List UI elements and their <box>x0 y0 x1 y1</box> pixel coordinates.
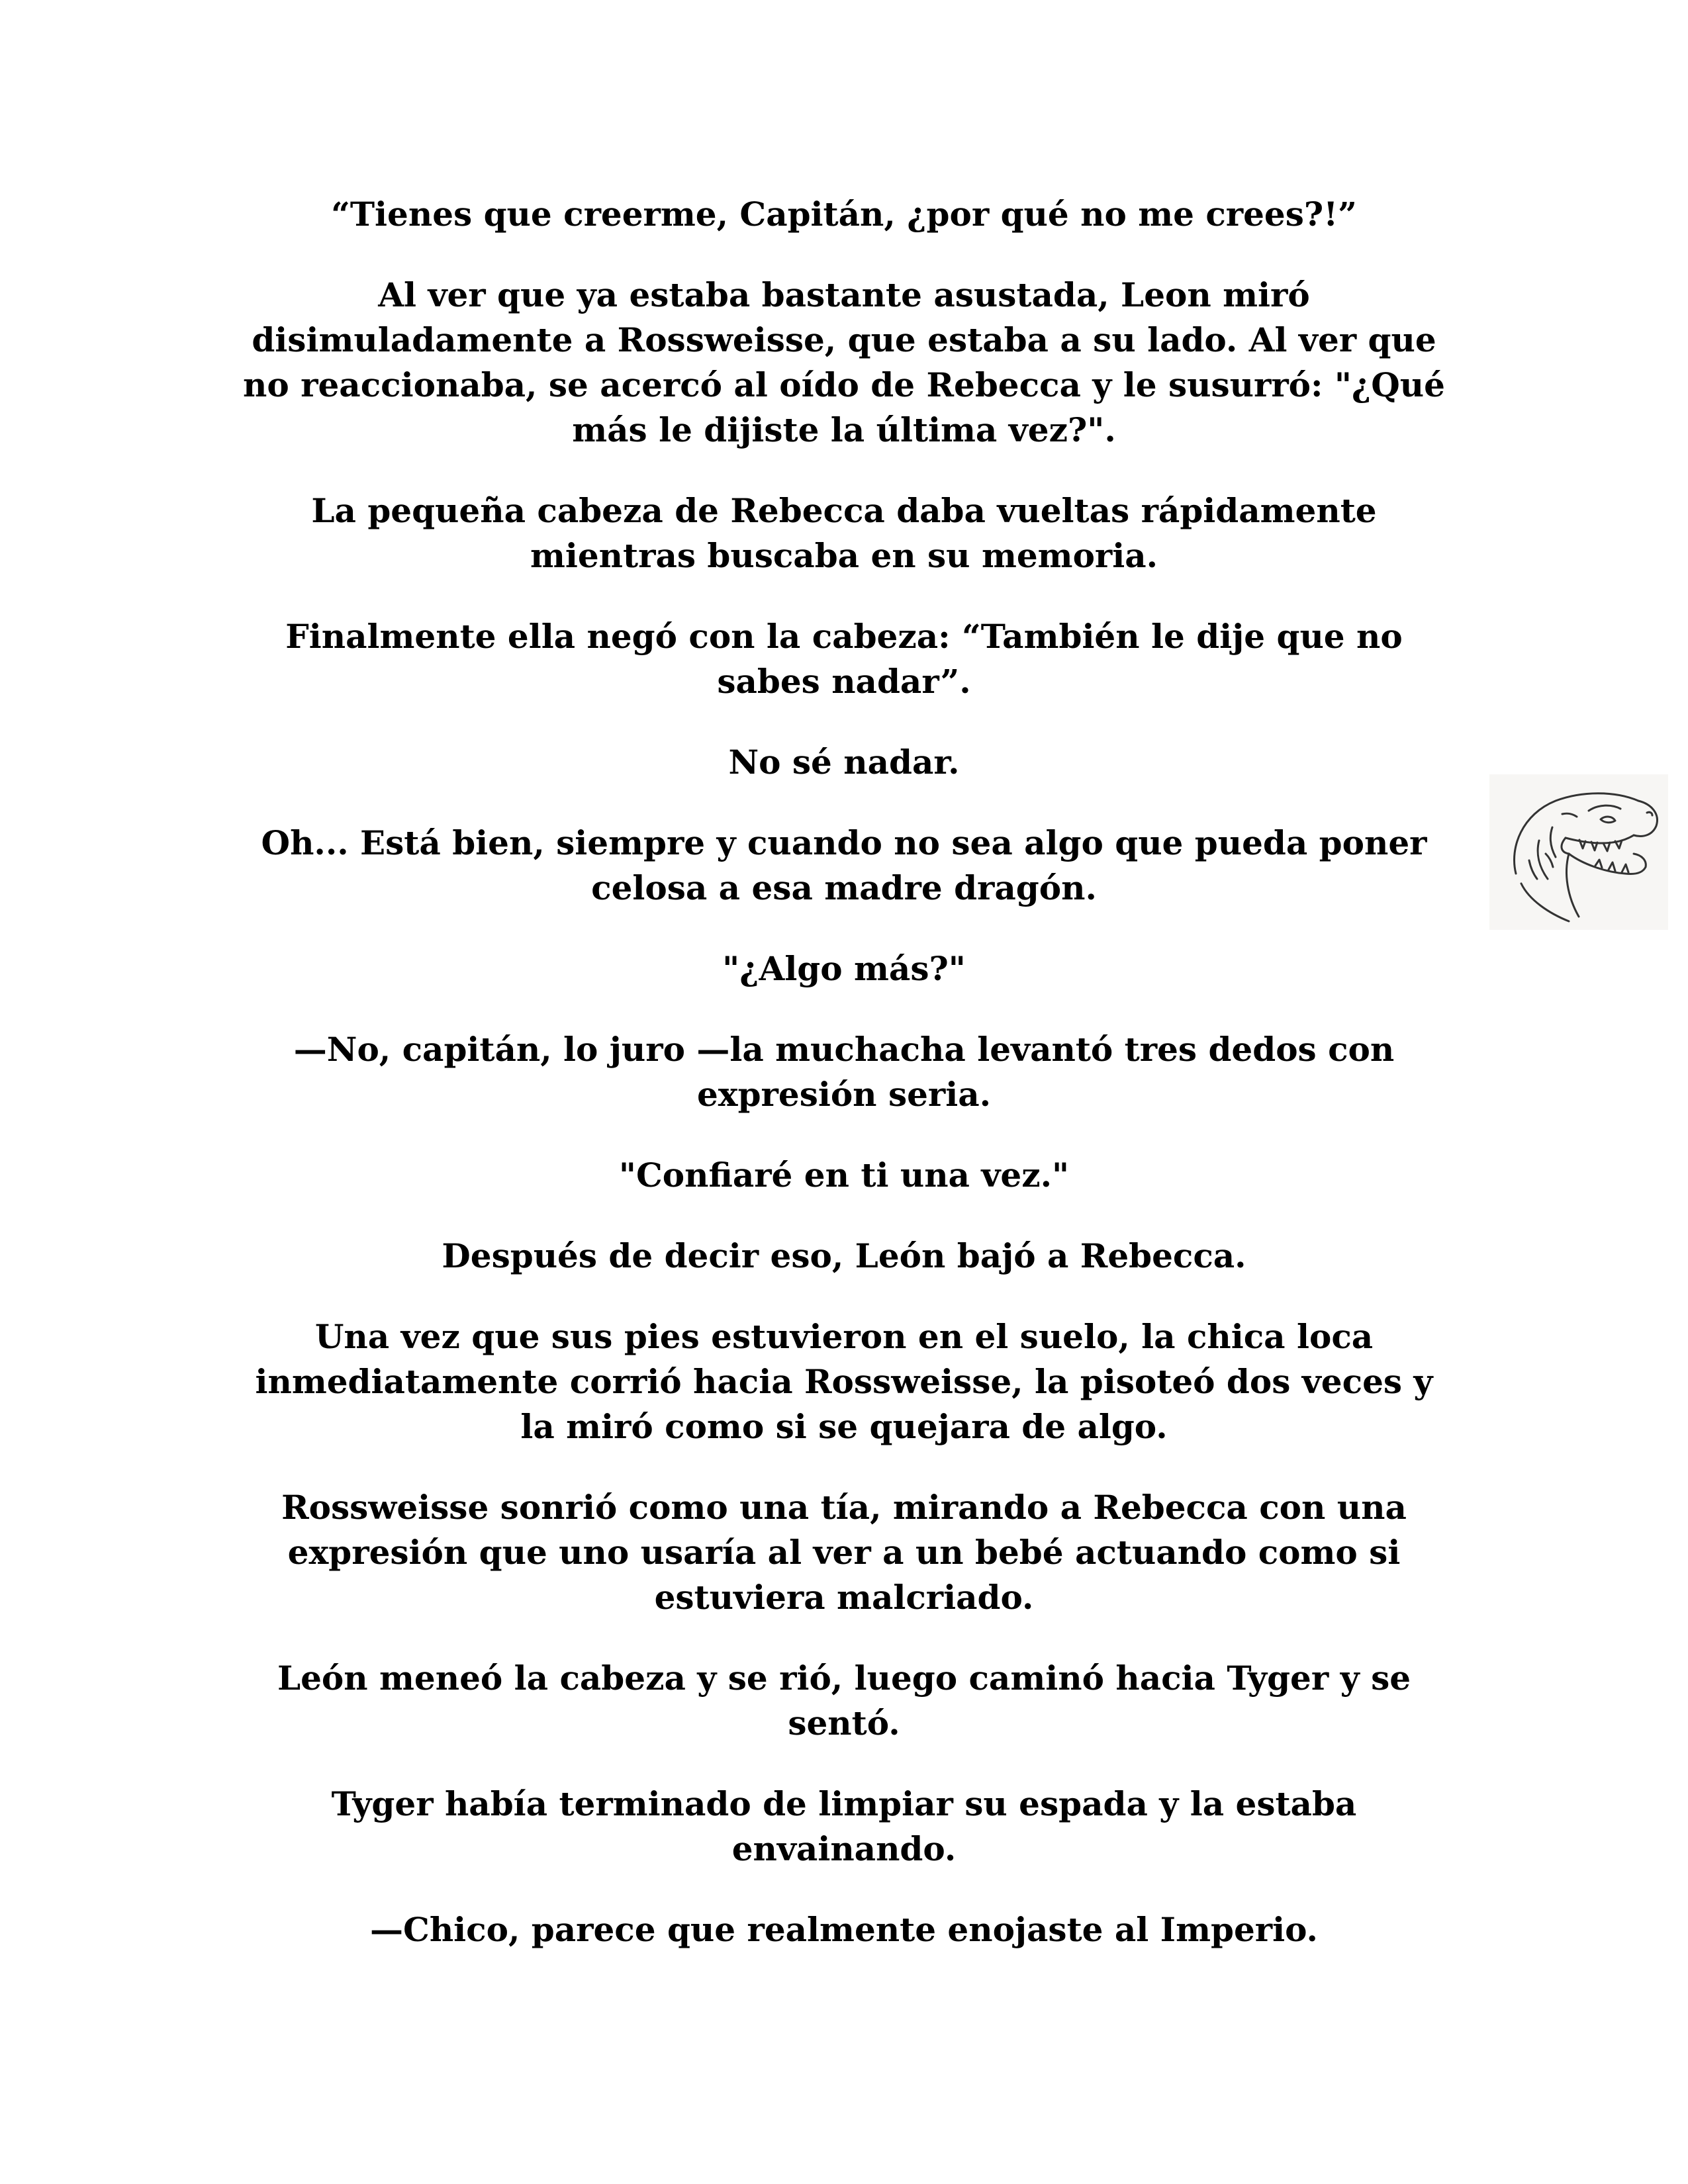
paragraph: Tyger había terminado de limpiar su espada y la estaba envainando. <box>331 1784 1357 1868</box>
paragraph: No sé nadar. <box>728 743 960 782</box>
paragraph: Una vez que sus pies estuvieron en el suelo, la chica loca inmediatamente corrió hacia Rossweisse, la pisoteó dos veces y la miró como si se quejara de algo. <box>255 1317 1433 1446</box>
paragraph: “Tienes que creerme, Capitán, ¿por qué no me crees?!” <box>331 195 1357 234</box>
paragraph: Al ver que ya estaba bastante asustada, Leon miró disimuladamente a Rossweisse, que estaba a su lado. Al ver que no reaccionaba, se acercó al oído de Rebecca y le susurró: "¿Qué más le dijiste la última vez?". <box>243 275 1445 449</box>
paragraph: "Confiaré en ti una vez." <box>618 1156 1070 1195</box>
paragraph: —Chico, parece que realmente enojaste al Imperio. <box>370 1910 1318 1949</box>
paragraph: León meneó la cabeza y se rió, luego caminó hacia Tyger y se sentó. <box>277 1659 1411 1743</box>
text-body <box>238 192 1450 1988</box>
paragraph: —No, capitán, lo juro —la muchacha levantó tres dedos con expresión seria. <box>293 1030 1395 1114</box>
paragraph: Oh... Está bien, siempre y cuando no sea algo que pueda poner celosa a esa madre dragón. <box>261 823 1427 907</box>
paragraph: Después de decir eso, León bajó a Rebecca. <box>442 1236 1246 1275</box>
paragraph: Finalmente ella negó con la cabeza: “También le dije que no sabes nadar”. <box>285 617 1403 701</box>
paragraph: "¿Algo más?" <box>722 949 966 988</box>
paragraph: La pequeña cabeza de Rebecca daba vueltas rápidamente mientras buscaba en su memoria. <box>311 491 1377 575</box>
paragraph: Rossweisse sonrió como una tía, mirando a Rebecca con una expresión que uno usaría al ver a un bebé actuando como si estuviera malcriado. <box>281 1488 1407 1617</box>
dinosaur-head-sketch-icon <box>1489 774 1668 930</box>
